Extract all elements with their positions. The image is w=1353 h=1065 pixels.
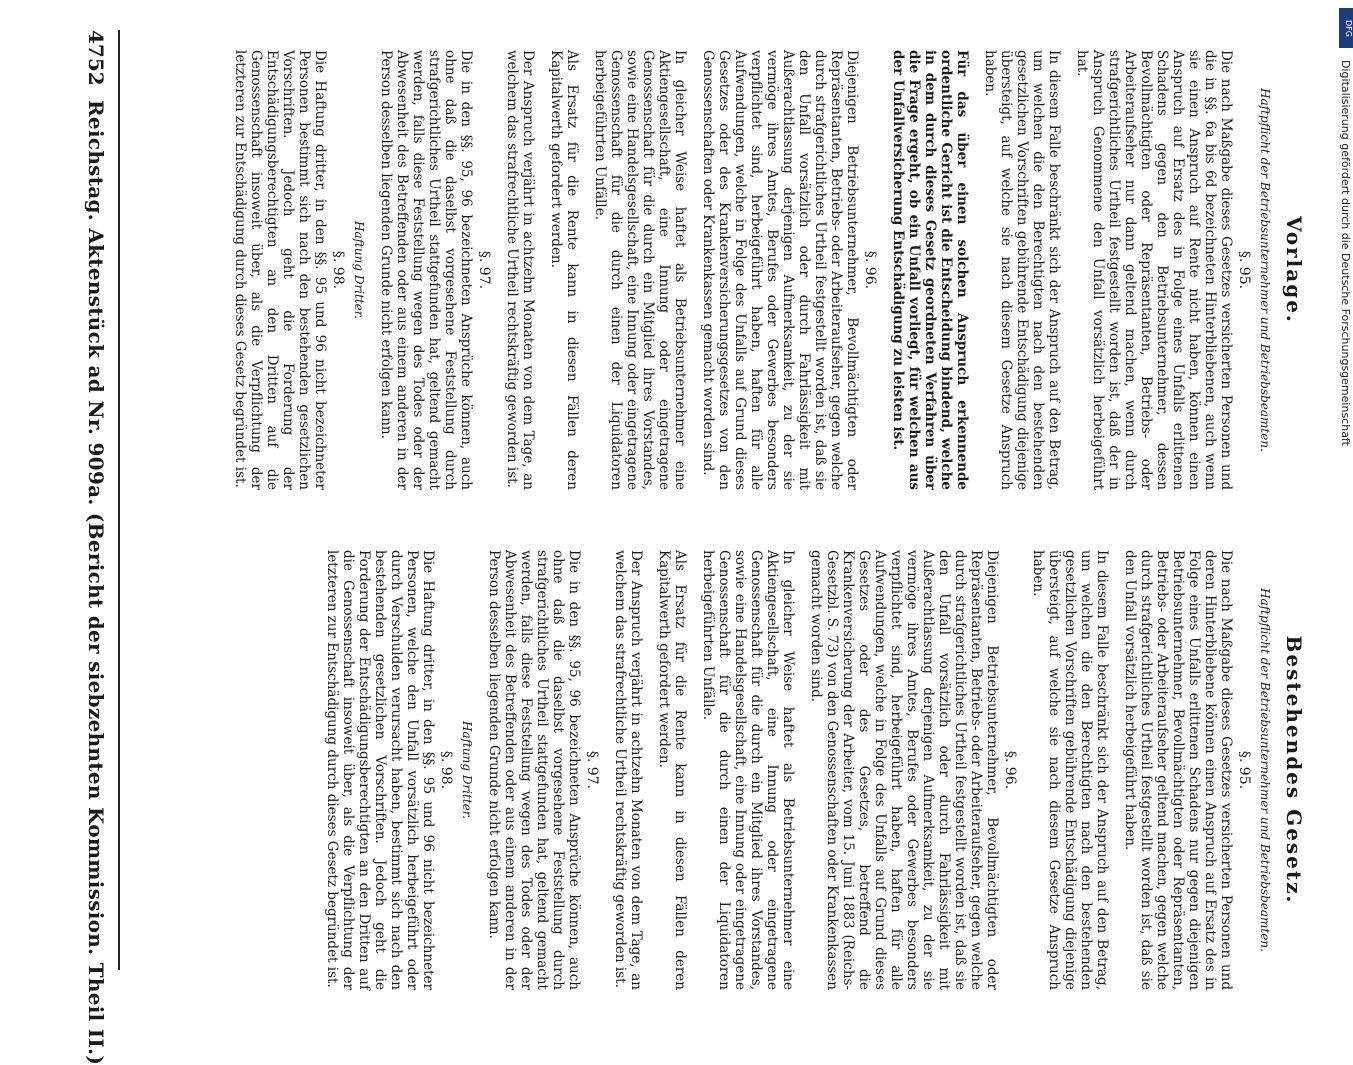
paragraph-text: In gleicher Weise haftet als Betriebsunternehmer eine Aktiengesellschaft, eine Innung oder eingetragene Genossenschaft für die durch ein Mitglied ihres Vorstandes, sowie eine Handelsgesellschaft, eine Innung oder eingetragene Genossenschaft für die durch einen der Liquidatoren herbeigeführten Unfälle. <box>592 50 688 490</box>
section-subheading: Haftung Dritter. <box>352 220 366 319</box>
paragraph-text: Für das über einen solchen Anspruch erkennende ordentliche Gericht ist die Entscheidung bindend, welche in dem durch dieses Gesetz geordneten Verfahren über die Frage ergeht, ob ein Unfall vorliegt, für welchen aus der Unfallversicherung Entschädigung zu leisten ist. <box>890 50 970 490</box>
paragraph-text: Die in den §§. 95, 96 bezeichneten Ansprüche können, auch ohne daß die daselbst vorgesehene Feststellung durch strafgerichtliches Urtheil stattgefunden hat, geltend gemacht werden, falls diese Feststellung wegen des Todes oder der Abwesenheit des Betreffenden oder aus einem anderen in der Person desselben liegenden Grunde nicht erfolgen kann. <box>378 50 474 490</box>
paragraph-text: Der Anspruch verjährt in achtzehn Monaten von dem Tage, an welchem das strafrechtliche Urtheil rechtskräftig geworden ist. <box>504 50 536 490</box>
paragraph-number: §. 97. <box>476 250 492 290</box>
paragraph-text: Die nach Maßgabe dieses Gesetzes versicherten Personen und die in §§. 6a bis 6d bezeichneten Hinterbliebenen, auch wenn sie einen Anspruch auf Rente nicht haben, können einen Anspruch auf Ersatz des in Folge eines Unfalls erlittenen Schadens gegen den Betriebsunternehmer, dessen Bevollmächtigten oder Repräsentanten, Betriebs- oder Arbeiteraufseher nur dann geltend machen, wenn durch strafgerichtliches Urtheil festgestellt worden ist, daß der in Anspruch Genommene den Unfall vorsätzlich herbeigeführt hat. <box>1074 50 1234 490</box>
paragraph-text: Der Anspruch verjährt in achtzehn Monaten von dem Tage, an welchem das strafrechtliche Urtheil rechtskräftig geworden ist. <box>612 550 644 990</box>
paragraph-text: In gleicher Weise haftet als Betriebsunternehmer eine Aktiengesellschaft, eine Innung oder eingetragene Genossenschaft für die durch ein Mitglied ihres Vorstandes, sowie eine Handelsgesellschaft, eine Innung oder eingetragene Genossenschaft für die durch einen der Liquidatoren herbeigeführten Unfälle. <box>700 550 796 990</box>
paragraph-number: §. 95. <box>1236 750 1252 790</box>
paragraph-text: Die in den §§. 95, 96 bezeichneten Ansprüche können, auch ohne daß die daselbst vorgesehene Feststellung durch strafgerichtliches Urtheil stattgefunden hat, geltend gemacht werden, falls diese Feststellung wegen des Todes oder der Abwesenheit des Betreffenden oder aus einem anderen in der Person desselben liegenden Grunde nicht erfolgen kann. <box>486 550 582 990</box>
credit-text: Digitalisierung gefördert durch die Deutsche Forschungsgemeinschaft <box>1339 60 1352 446</box>
paragraph-number: §. 98. <box>330 250 346 290</box>
digitization-credit <box>1338 60 1352 990</box>
page-title: Reichstag. Aktenstück ad Nr. 909a. (Bericht der siebzehnten Kommission. Theil II.) <box>84 100 108 1065</box>
column-heading: Vorlage. <box>1282 216 1306 324</box>
paragraph-number: §. 95. <box>1236 250 1252 290</box>
rotated-sheet <box>36 10 1336 1065</box>
paragraph-text: Als Ersatz für die Rente kann in diesen Fällen deren Kapitalwerth gefordert werden. <box>656 550 688 990</box>
section-subheading: Haftpflicht der Betriebsunternehmer und Betriebsbeamten. <box>1258 88 1272 452</box>
paragraph-number: §. 98. <box>438 750 454 790</box>
paragraph-text: Diejenigen Betriebsunternehmer, Bevollmächtigten oder Repräsentanten, Betriebs- oder Arbeiteraufseher, gegen welche durch strafgerichtliches Urtheil festgestellt worden ist, daß sie den Unfall vorsätzlich oder durch Fahrlässigkeit mit Außerachtlassung derjenigen Aufmerksamkeit, zu der sie vermöge ihres Amtes, Berufes oder Gewerbes besonders verpflichtet sind, herbeigeführt haben, haften für alle Aufwendungen, welche in Folge des Unfalls auf Grund dieses Gesetzes oder des Gesetzes, betreffend die Krankenversicherung der Arbeiter, vom 15. Juni 1883 (Reichs-Gesetzbl. S. 73) von den Genossenschaften oder Krankenkassen gemacht worden sind. <box>808 550 1000 990</box>
page-header <box>74 30 114 1065</box>
paragraph-text: Die nach Maßgabe dieses Gesetzes versicherten Personen und deren Hinterbliebene können einen Anspruch auf Ersatz des in Folge eines Unfalls erlittenen Schadens nur gegen diejenigen Betriebsunternehmer, Bevollmächtigten oder Repräsentanten, Betriebs- oder Arbeiteraufseher geltend machen, gegen welche durch strafgerichtliches Urtheil festgestellt worden ist, daß sie den Unfall vorsätzlich herbeigeführt haben. <box>1122 550 1234 990</box>
section-subheading: Haftpflicht der Betriebsunternehmer und Betriebsbeamten. <box>1258 588 1272 952</box>
paragraph-text: Die Haftung dritter, in den §§. 95 und 96 nicht bezeichneter Personen, welche den Unfall vorsätzlich herbeigeführt oder durch Verschulden verursacht haben, bestimmt sich nach den bestehenden gesetzlichen Vorschriften. Jedoch geht die Forderung der Entschädigungsberechtigten an den Dritten auf die Genossenschaft insoweit über, als die Verpflichtung der letzteren zur Entschädigung durch dieses Gesetz begründet ist. <box>324 550 436 990</box>
document-sheet <box>36 10 1336 1065</box>
paragraph-text: Als Ersatz für die Rente kann in diesen Fällen deren Kapitalwerth gefordert werden. <box>548 50 580 490</box>
paragraph-number: §. 96. <box>862 250 878 290</box>
paragraph-text: Diejenigen Betriebsunternehmer, Bevollmächtigten oder Repräsentanten, Betriebs- oder Arbeiteraufseher, gegen welche durch strafgerichtliches Urtheil festgestellt worden ist, daß sie den Unfall vorsätzlich oder durch Fahrlässigkeit mit Außerachtlassung derjenigen Aufmerksamkeit, zu der sie vermöge ihres Amtes, Berufes oder Gewerbes besonders verpflichtet sind, herbeigeführt haben, haften für alle Aufwendungen, welche in Folge des Unfalls auf Grund dieses Gesetzes oder des Krankenversicherungsgesetzes von den Genossenschaften oder Krankenkassen gemacht worden sind. <box>700 50 860 490</box>
paragraph-text: In diesem Falle beschränkt sich der Anspruch auf den Betrag, um welchen die den Berechtigten nach den bestehenden gesetzlichen Vorschriften gebührende Entschädigung diejenige übersteigt, auf welche sie nach diesem Gesetze Anspruch haben. <box>1030 550 1110 990</box>
section-subheading: Haftung Dritter. <box>460 720 474 819</box>
page-number: 4752 <box>84 30 108 86</box>
header-rule <box>118 30 120 970</box>
paragraph-number: §. 97. <box>584 750 600 790</box>
paragraph-text: In diesem Falle beschränkt sich der Anspruch auf den Betrag, um welchen die den Berechtigten nach den bestehenden gesetzlichen Vorschriften gebührende Entschädigung diejenige übersteigt, auf welche sie nach diesem Gesetze Anspruch haben. <box>982 50 1062 490</box>
column-proposal <box>136 50 1306 490</box>
paragraph-number: §. 96. <box>1002 750 1018 790</box>
dfg-logo: DFG <box>1339 8 1353 48</box>
column-heading: Bestehendes Gesetz. <box>1282 635 1306 905</box>
paragraph-text: Die Haftung dritter, in den §§. 95 und 96 nicht bezeichneter Personen bestimmt sich nach den bestehenden gesetzlichen Vorschriften. Jedoch geht die Forderung der Entschädigungsberechtigten an den Dritten auf die Genossenschaft insoweit über, als die Verpflichtung der letzteren zur Entschädigung durch dieses Gesetz begründet ist. <box>232 50 328 490</box>
column-existing-law <box>136 550 1306 990</box>
